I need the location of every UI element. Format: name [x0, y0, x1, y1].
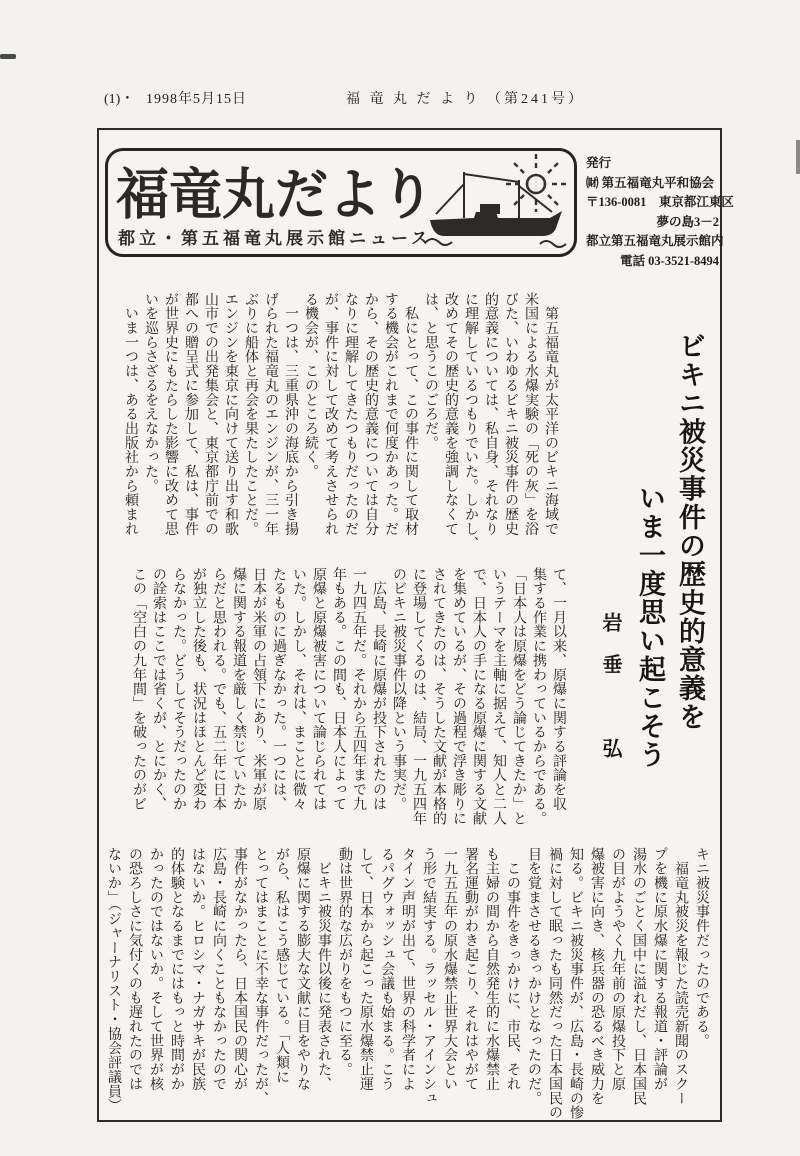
text-column: も主婦の間から自然発生的に水爆禁止 [484, 847, 499, 1091]
text-column: が世界史にもたらした影響に改めて思 [163, 292, 178, 536]
ship-sunburst-icon [424, 154, 574, 254]
masthead-subtitle: 都立・第五福竜丸展示館ニュース [118, 229, 433, 248]
text-column: 的意義については、私自身、それなり [483, 292, 498, 536]
text-column: の詮索はここでは省くが、とにかく、 [151, 567, 166, 811]
text-column: 広島・長崎に向くこともなかったので [211, 847, 226, 1091]
text-column: 一九五五年の原水爆禁止世界大会とい [442, 847, 457, 1091]
text-column: ないか」（ジャーナリスト・協会評議員） [106, 847, 121, 1113]
text-column: プを機に原水爆に関する報道・評論が [652, 847, 667, 1091]
text-column: 署名運動がわき起こり、それはやがて [463, 847, 478, 1091]
text-column: する機会がこれまで何度かあった。だ [383, 292, 398, 536]
article-body-block-1 [120, 292, 560, 568]
masthead-box [105, 148, 577, 257]
text-column: る機会が、このところ続く。 [303, 292, 318, 479]
page-number: (1)・ [104, 92, 135, 107]
text-column: 集する作業に携わっているからである。 [531, 567, 546, 826]
text-column: 山市での出発集会と、東京都庁前での [203, 292, 218, 536]
text-column: いた。しかし、それは、まことに微々 [291, 567, 306, 811]
text-column: 的体験となるまでにはもっと時間がか [169, 847, 184, 1091]
text-column: 爆被害に向き、核兵器の恐るべき威力を [589, 847, 604, 1106]
text-column: に登場してくるのは、結局、一九五四年 [411, 567, 426, 826]
article-headline-line2: いま一度思い起こそう [635, 484, 665, 769]
text-column: から、その歴史的意義については自分 [363, 292, 378, 536]
publisher-label: 発行 [586, 156, 612, 170]
text-column: 私にとって、この事件に関して取材 [403, 292, 418, 536]
text-column: るパグウォッシュ会議も始まる。こう [379, 847, 394, 1091]
text-column: 都への贈呈式に参加して、私は、事件 [183, 292, 198, 536]
article-body-block-2 [128, 567, 568, 843]
text-column: 「日本人は原爆をどう論じてきたか」と [511, 567, 526, 826]
text-column: いま一つは、ある出版社から頼まれ [123, 292, 138, 536]
text-column: で、日本人の手になる原爆に関する文献 [471, 567, 486, 826]
text-column: 改めてその歴史的意義を強調しなくて [443, 292, 458, 536]
text-column: ぶりに船体と再会を果たしたことだ。 [243, 292, 258, 536]
publisher-block [586, 154, 734, 271]
text-column: かったのではないか。そして世界が核 [148, 847, 163, 1091]
text-column: 湯水のごとく国中に溢れだし、日本国民 [631, 847, 646, 1106]
text-column: たるものに過ぎなかった。一つには、 [271, 567, 286, 811]
text-column: 動は世界的な広がりをもつに至る。 [337, 847, 352, 1077]
publisher-line: 〒136-0081 東京都江東区 [586, 195, 734, 209]
publisher-line: ㈶ 第五福竜丸平和協会 [586, 175, 715, 190]
publisher-line: 都立第五福竜丸展示館内 [586, 234, 724, 248]
text-column: 原爆に関する膨大な文献に目をやりな [295, 847, 310, 1091]
text-column: は、と思うこのごろだ。 [423, 292, 438, 450]
text-column: がら、私はこう感じている。「人類に [274, 847, 289, 1084]
text-column: いうテーマを主軸に据えて、知人と二人 [491, 567, 506, 826]
article-body-block-3 [103, 847, 712, 1120]
text-column: 福竜丸被災を報じた読売新聞のスクー [673, 847, 688, 1106]
text-column: 目を覚まさせるきっかけとなったのだ。 [526, 847, 541, 1106]
text-column: げられた福竜丸のエンジンが、三一年 [263, 292, 278, 536]
text-column: 米国による水爆実験の「死の灰」を浴 [523, 292, 538, 536]
article-author: 岩垂 弘 [599, 612, 621, 780]
text-column: の目がようやく九年前の原爆投下と原 [610, 847, 625, 1091]
text-column: う形で結実する。ラッセル・アインシュ [421, 847, 436, 1106]
text-column: のビキニ被災事件以降という事実だ。 [391, 567, 406, 811]
text-column: を集めているが、その過程で浮き彫りに [451, 567, 466, 826]
text-column: されてきたのは、そうした文献が本格的 [431, 567, 446, 826]
scan-artifact [796, 140, 800, 174]
text-column: この事件をきっかけに、市民、それ [505, 847, 520, 1091]
text-column: ビキニ被災事件以後に発表された、 [316, 847, 331, 1091]
text-column: に理解しているつもりでいた。しかし、 [463, 292, 478, 551]
text-column: が独立した後も、状況はほとんど変わ [191, 567, 206, 811]
text-column: なりに理解してきたつもりだったのだ [343, 292, 358, 536]
text-column: 一つは、三重県沖の海底から引き揚 [283, 292, 298, 536]
text-column: この「空白の九年間」を破ったのがビ [131, 567, 146, 811]
publisher-line: 夢の島3－2 [656, 214, 719, 229]
text-column: らなかった。どうしてそうだったのか [171, 567, 186, 811]
text-column: 第五福竜丸が太平洋のビキニ海域で [543, 292, 558, 536]
running-title: 福 竜 丸 だ よ り （第241号） [346, 92, 585, 107]
text-column: とってはまことに不幸な事件だったが、 [253, 847, 268, 1106]
text-column: キニ被災事件だったのである。 [694, 847, 709, 1048]
text-column: いを巡らさざるをえなかった。 [143, 292, 158, 493]
text-column: の恐ろしさに気付くのも遅れたのでは [127, 847, 142, 1091]
masthead-title: 福竜丸だより [116, 165, 434, 226]
text-column: らだと思われる。でも、五二年に日本 [211, 567, 226, 811]
text-column: 一九四五年だ。それから五四年まで九 [351, 567, 366, 811]
page-frame [97, 128, 734, 1122]
text-column: 禍に対して眠ったも同然だった日本国民の [547, 847, 562, 1120]
text-column: 日本が米軍の占領下にあり、米軍が原 [251, 567, 266, 811]
publisher-line: 電話 03-3521-8494 [620, 253, 719, 268]
text-column: はないか。ヒロシマ・ナガサキが民族 [190, 847, 205, 1091]
text-column: エンジンを東京に向けて送り出す和歌 [223, 292, 238, 536]
scan-artifact [0, 54, 16, 59]
text-column: 広島、長崎に原爆が投下されたのは [371, 567, 386, 811]
text-column: タイン声明が出て、世界の科学者によ [400, 847, 415, 1091]
text-column: 知る。ビキニ被災事件が、広島・長崎の惨 [568, 847, 583, 1120]
text-column: して、日本から起こった原水爆禁止運 [358, 847, 373, 1091]
text-column: 年もある。この間も、日本人によって [331, 567, 346, 811]
issue-date: 1998年5月15日 [146, 92, 247, 107]
article-headline-line1: ビキニ被災事件の歴史的意義を [675, 332, 705, 731]
publisher-lines [586, 174, 734, 272]
text-column: 事件がなかったら、日本国民の関心が [232, 847, 247, 1091]
text-column: て、一月以来、原爆に関する評論を収 [551, 567, 566, 811]
article-headline-strip [590, 262, 710, 850]
text-column: びた、いわゆるビキニ被災事件の歴史 [503, 292, 518, 536]
text-column: が、事件に対して改めて考えさせられ [323, 292, 338, 536]
text-column: 原爆と原爆被害について論じられては [311, 567, 326, 811]
text-column: 爆に関する報道を厳しく禁じていたか [231, 567, 246, 811]
